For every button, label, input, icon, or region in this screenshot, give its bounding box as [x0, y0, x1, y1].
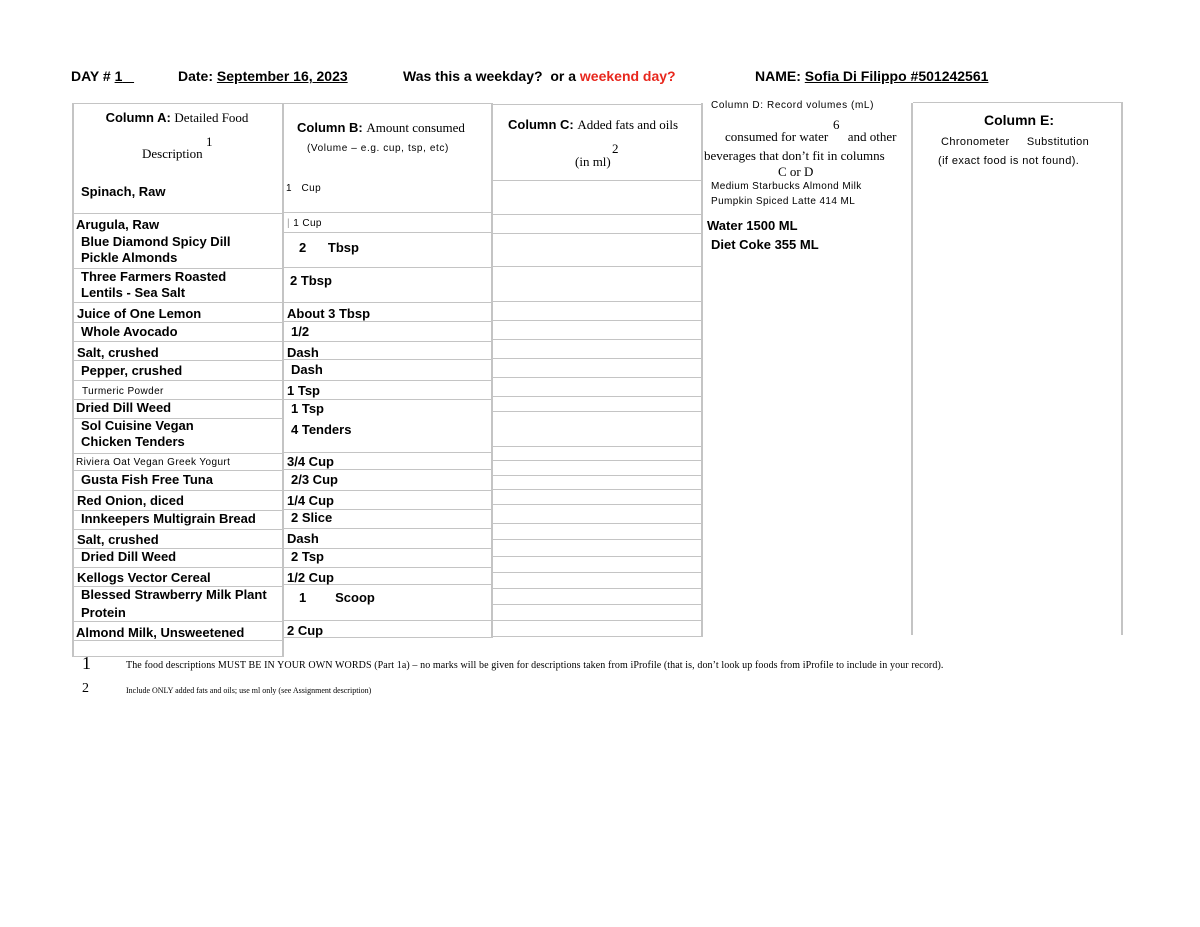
grid-line: [74, 453, 282, 454]
grid-line: [284, 103, 493, 104]
beverage-record: Water 1500 ML: [707, 218, 798, 233]
grid-line: [74, 360, 282, 361]
grid-line: [284, 620, 493, 621]
column-c-footnote-ref: 2: [612, 141, 619, 156]
date-field: Date: September 16, 2023: [178, 68, 348, 84]
food-description: Salt, crushed: [77, 532, 159, 547]
grid-line: [74, 302, 282, 303]
grid-line: [493, 301, 703, 302]
food-description: Whole Avocado: [81, 324, 178, 339]
grid-line: [74, 322, 282, 323]
grid-line: [284, 341, 493, 342]
weekend-text: weekend day?: [579, 68, 676, 84]
grid-line: [493, 233, 703, 234]
food-description: Riviera Oat Vegan Greek Yogurt: [76, 457, 231, 468]
grid-line: [284, 212, 493, 213]
grid-line: [74, 621, 282, 622]
food-description: Blessed Strawberry Milk Plant: [81, 587, 267, 602]
grid-line: [284, 528, 493, 529]
grid-line: [493, 523, 703, 524]
grid-line: [74, 567, 282, 568]
grid-line: [493, 475, 703, 476]
grid-line: [284, 321, 493, 322]
column-e-header-line3: (if exact food is not found).: [938, 155, 1080, 167]
column-c-header: Column C: Added fats and oils: [508, 117, 679, 132]
amount-consumed: 2 Slice: [291, 510, 333, 525]
grid-line: [74, 213, 282, 214]
grid-line: [911, 103, 913, 635]
column-d-footnote-ref: 6: [833, 117, 840, 132]
grid-line: [493, 604, 703, 605]
amount-consumed: 2 Tbsp: [290, 273, 332, 288]
beverage-record: Medium Starbucks Almond Milk: [711, 181, 862, 192]
amount-consumed: 1/4 Cup: [287, 493, 334, 508]
day-value: 1: [114, 68, 123, 84]
grid-line: [74, 380, 282, 381]
column-b-header: Column B: Amount consumed: [297, 120, 465, 135]
food-description: Three Farmers Roasted: [81, 269, 227, 284]
column-e-header: Column E:: [984, 112, 1054, 128]
amount-consumed: 2 Tbsp: [299, 240, 359, 255]
name-value: Sofia Di Filippo #501242561: [804, 68, 989, 84]
food-description: Juice of One Lemon: [77, 306, 202, 321]
amount-consumed: 2 Tsp: [291, 549, 324, 564]
grid-line: [74, 656, 282, 657]
grid-line: [284, 490, 493, 491]
food-description: Spinach, Raw: [81, 184, 166, 199]
grid-line: [493, 539, 703, 540]
amount-consumed: 1/2: [291, 324, 310, 339]
food-description: Almond Milk, Unsweetened: [76, 625, 245, 640]
grid-line: [74, 529, 282, 530]
grid-line: [284, 469, 493, 470]
column-d-header-line2: consumed for water and other: [725, 129, 897, 144]
grid-line: [493, 504, 703, 505]
grid-line: [72, 103, 282, 104]
grid-line: [74, 341, 282, 342]
grid-line: [493, 377, 703, 378]
name-field: NAME: Sofia Di Filippo #501242561: [755, 68, 989, 84]
grid-line: [284, 232, 493, 233]
food-description: Dried Dill Weed: [76, 400, 172, 415]
grid-line: [493, 636, 703, 637]
food-description: Chicken Tenders: [81, 434, 185, 449]
day-label: DAY # 1: [71, 68, 123, 84]
amount-consumed: Dash: [291, 362, 323, 377]
food-description: Salt, crushed: [77, 345, 159, 360]
grid-line: [284, 380, 493, 381]
grid-line: [493, 572, 703, 573]
amount-consumed: Dash: [287, 345, 319, 360]
footnote-text: Include ONLY added fats and oils; use ml only (see Assignment description): [126, 686, 372, 695]
food-description: Kellogs Vector Cereal: [77, 570, 211, 585]
column-e-header-line2: Chronometer Substitution: [941, 136, 1090, 148]
amount-consumed: 4 Tenders: [291, 422, 352, 437]
food-description: Protein: [81, 605, 126, 620]
amount-consumed: 1 Cup: [286, 183, 322, 194]
grid-line: [493, 104, 703, 105]
grid-line: [493, 446, 703, 447]
footnote-number: 2: [82, 681, 89, 696]
amount-consumed: 1/2 Cup: [287, 570, 334, 585]
food-description: Arugula, Raw: [76, 217, 160, 232]
food-description: Sol Cuisine Vegan: [81, 418, 194, 433]
grid-line: [493, 460, 703, 461]
grid-line: [493, 180, 703, 181]
food-description: Gusta Fish Free Tuna: [81, 472, 213, 487]
beverage-record: Diet Coke 355 ML: [711, 237, 819, 252]
footnote-text: The food descriptions MUST BE IN YOUR OWN WORDS (Part 1a) – no marks will be given for descriptions taken from iProfile (that is, don’t look up foods from iProfile to include in your record).: [126, 660, 944, 671]
weekday-question: Was this a weekday? or a weekend day?: [403, 68, 676, 84]
grid-line: [493, 556, 703, 557]
amount-consumed: 1 Tsp: [287, 383, 320, 398]
column-c-header-line2: (in ml): [575, 154, 611, 169]
grid-line: [493, 358, 703, 359]
column-d-header: Column D: Record volumes (mL): [711, 100, 874, 111]
grid-line: [74, 470, 282, 471]
grid-line: [493, 411, 703, 412]
grid-line: [493, 489, 703, 490]
grid-line: [493, 620, 703, 621]
amount-consumed: 1 Tsp: [291, 401, 324, 416]
grid-line: [913, 102, 1123, 103]
column-d-header-line3: beverages that don’t fit in columns: [704, 148, 885, 163]
grid-line: [74, 490, 282, 491]
column-d-header-line4: C or D: [778, 164, 814, 179]
grid-line: [284, 302, 493, 303]
amount-consumed: | 1 Cup: [287, 218, 322, 229]
grid-line: [284, 267, 493, 268]
grid-line: [284, 567, 493, 568]
grid-line: [493, 214, 703, 215]
column-a-header-line2: Description: [142, 146, 203, 161]
grid-line: [493, 339, 703, 340]
grid-line: [284, 399, 493, 400]
amount-consumed: 1 Scoop: [299, 590, 375, 605]
food-description: Turmeric Powder: [82, 386, 164, 397]
grid-line: [493, 588, 703, 589]
amount-consumed: 2 Cup: [287, 623, 324, 638]
food-description: Lentils - Sea Salt: [81, 285, 186, 300]
grid-line: [493, 320, 703, 321]
grid-line: [493, 396, 703, 397]
food-description: Blue Diamond Spicy Dill: [81, 234, 231, 249]
amount-consumed: Dash: [287, 531, 319, 546]
amount-consumed: About 3 Tbsp: [287, 306, 371, 321]
amount-consumed: 2/3 Cup: [291, 472, 338, 487]
grid-line: [284, 452, 493, 453]
column-b-header-line2: (Volume – e.g. cup, tsp, etc): [307, 143, 449, 154]
food-description: Pepper, crushed: [81, 363, 183, 378]
date-value: September 16, 2023: [216, 68, 348, 84]
column-a-header: Column A: Detailed Food: [105, 110, 249, 125]
food-description: Red Onion, diced: [77, 493, 184, 508]
footnote-number: 1: [82, 653, 91, 673]
grid-line: [1121, 103, 1123, 635]
beverage-record: Pumpkin Spiced Latte 414 ML: [711, 196, 856, 207]
column-a-footnote-ref: 1: [206, 134, 213, 149]
amount-consumed: 3/4 Cup: [287, 454, 334, 469]
food-description: Innkeepers Multigrain Bread: [81, 511, 256, 526]
grid-line: [493, 266, 703, 267]
grid-line: [74, 640, 282, 641]
food-description: Pickle Almonds: [81, 250, 178, 265]
food-description: Dried Dill Weed: [81, 549, 177, 564]
